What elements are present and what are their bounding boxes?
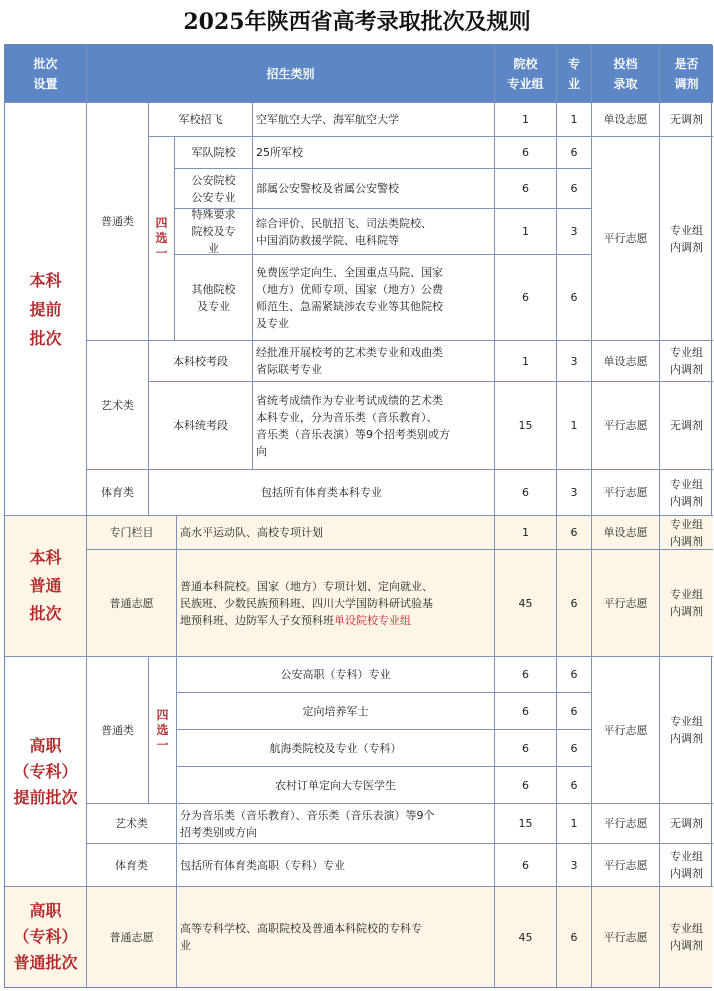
row17-adjust: 专业组 内调剂 (660, 887, 713, 987)
row4-groups: 1 (495, 209, 557, 255)
row6-groups: 1 (495, 341, 557, 382)
row1-category: 军校招飞 (149, 103, 253, 137)
header-category: 招生类别 (87, 45, 495, 103)
rows2-5-adjust: 专业组 内调剂 (660, 137, 713, 341)
row1-groups: 1 (495, 103, 557, 137)
row13-majors: 6 (557, 730, 592, 767)
row6-desc: 经批准开展校考的艺术类专业和戏曲类 省际联考专业 (253, 341, 495, 382)
category-putong: 普通类 (87, 103, 149, 341)
row15-adjust: 无调剂 (660, 804, 713, 844)
row9-majors: 6 (557, 516, 592, 550)
row2-majors: 6 (557, 137, 592, 169)
section-vocational-early: 高职 （专科） 提前批次 (5, 657, 87, 887)
rows2-5-admission: 平行志愿 (592, 137, 660, 341)
page-title: 2025年陕西省高考录取批次及规则 (183, 9, 531, 35)
row10-majors: 6 (557, 550, 592, 657)
rows11-14-adjust: 专业组 内调剂 (660, 657, 713, 804)
row16-desc: 包括所有体育类高职（专科）专业 (177, 844, 495, 887)
row8-groups: 6 (495, 470, 557, 516)
row11-majors: 6 (557, 657, 592, 693)
row5-category: 其他院校 及专业 (175, 255, 253, 341)
row6-category: 本科校考段 (149, 341, 253, 382)
row9-adjust: 专业组 内调剂 (660, 516, 713, 550)
row2-groups: 6 (495, 137, 557, 169)
row12-majors: 6 (557, 693, 592, 730)
row15-admission: 平行志愿 (592, 804, 660, 844)
row1-admission: 单设志愿 (592, 103, 660, 137)
row15-groups: 15 (495, 804, 557, 844)
admission-table (4, 44, 712, 988)
row13-groups: 6 (495, 730, 557, 767)
section-undergrad-early: 本科 提前 批次 (5, 103, 87, 516)
row7-majors: 1 (557, 382, 592, 470)
header-admission: 投档 录取 (592, 45, 660, 103)
row3-category: 公安院校 公安专业 (175, 169, 253, 209)
row13-desc: 航海类院校及专业（专科） (177, 730, 495, 767)
row16-groups: 6 (495, 844, 557, 887)
header-batch: 批次 设置 (5, 45, 87, 103)
section-undergrad-regular: 本科 普通 批次 (5, 516, 87, 657)
row3-groups: 6 (495, 169, 557, 209)
row9-admission: 单设志愿 (592, 516, 660, 550)
row6-admission: 单设志愿 (592, 341, 660, 382)
row8-majors: 3 (557, 470, 592, 516)
row6-adjust: 专业组 内调剂 (660, 341, 713, 382)
row10-desc (177, 550, 495, 657)
header-groups: 院校 专业组 (495, 45, 557, 103)
row7-admission: 平行志愿 (592, 382, 660, 470)
row16-majors: 3 (557, 844, 592, 887)
row11-groups: 6 (495, 657, 557, 693)
row9-desc: 高水平运动队、高校专项计划 (177, 516, 495, 550)
row12-groups: 6 (495, 693, 557, 730)
row7-desc: 省统考成绩作为专业考试成绩的艺术类 本科专业，分为音乐类（音乐教育）、 音乐类（音乐表演）等9个招考类别或方 向 (253, 382, 495, 470)
category-art-vocational: 艺术类 (87, 804, 177, 844)
row8-admission: 平行志愿 (592, 470, 660, 516)
row5-majors: 6 (557, 255, 592, 341)
row15-majors: 1 (557, 804, 592, 844)
row10-groups: 45 (495, 550, 557, 657)
row3-desc: 部属公安警校及省属公安警校 (253, 169, 495, 209)
row17-desc: 高等专科学校、高职院校及普通本科院校的专科专 业 (177, 887, 495, 987)
rows11-14-admission: 平行志愿 (592, 657, 660, 804)
row14-majors: 6 (557, 767, 592, 804)
row7-groups: 15 (495, 382, 557, 470)
row7-adjust: 无调剂 (660, 382, 713, 470)
row10-adjust: 专业组 内调剂 (660, 550, 713, 657)
header-adjust: 是否 调剂 (660, 45, 713, 103)
row8-adjust: 专业组 内调剂 (660, 470, 713, 516)
row1-desc: 空军航空大学、海军航空大学 (253, 103, 495, 137)
row7-category: 本科统考段 (149, 382, 253, 470)
row17-majors: 6 (557, 887, 592, 987)
row4-category: 特殊要求 院校及专 业 (175, 209, 253, 255)
category-regular-choice-vocational: 普通志愿 (87, 887, 177, 987)
four-choose-one-label: 四 选 一 (149, 137, 175, 341)
row11-desc: 公安高职（专科）专业 (177, 657, 495, 693)
row17-groups: 45 (495, 887, 557, 987)
row10-desc-text: 普通本科院校。国家（地方）专项计划、定向就业、 民族班、少数民族预科班、四川大学国防科研试验基 地预科班、边防军人子女预科班 (180, 579, 433, 627)
row10-desc-highlight: 单设院校专业组 (334, 613, 411, 627)
category-regular-choice: 普通志愿 (87, 550, 177, 657)
row1-adjust: 无调剂 (660, 103, 713, 137)
four-choose-one-label-vocational: 四 选 一 (149, 657, 177, 804)
row4-desc: 综合评价、民航招飞、司法类院校、 中国消防救援学院、电科院等 (253, 209, 495, 255)
row10-admission: 平行志愿 (592, 550, 660, 657)
row14-groups: 6 (495, 767, 557, 804)
row2-desc: 25所军校 (253, 137, 495, 169)
category-art: 艺术类 (87, 341, 149, 470)
section-vocational-regular: 高职 （专科） 普通批次 (5, 887, 87, 987)
row2-category: 军队院校 (175, 137, 253, 169)
category-sports: 体育类 (87, 470, 149, 516)
row9-groups: 1 (495, 516, 557, 550)
row8-desc: 包括所有体育类本科专业 (149, 470, 495, 516)
header-majors: 专 业 (557, 45, 592, 103)
row17-admission: 平行志愿 (592, 887, 660, 987)
row1-majors: 1 (557, 103, 592, 137)
row12-desc: 定向培养军士 (177, 693, 495, 730)
row3-majors: 6 (557, 169, 592, 209)
row16-adjust: 专业组 内调剂 (660, 844, 713, 887)
category-special: 专门栏目 (87, 516, 177, 550)
row16-admission: 平行志愿 (592, 844, 660, 887)
category-sports-vocational: 体育类 (87, 844, 177, 887)
row5-desc: 免费医学定向生、全国重点马院、国家 （地方）优师专项、国家（地方）公费 师范生、急需紧缺涉农专业等其他院校 及专业 (253, 255, 495, 341)
row5-groups: 6 (495, 255, 557, 341)
row15-desc: 分为音乐类（音乐教育）、音乐类（音乐表演）等9个 招考类别或方向 (177, 804, 495, 844)
row6-majors: 3 (557, 341, 592, 382)
row14-desc: 农村订单定向大专医学生 (177, 767, 495, 804)
row4-majors: 3 (557, 209, 592, 255)
category-putong-vocational: 普通类 (87, 657, 149, 804)
